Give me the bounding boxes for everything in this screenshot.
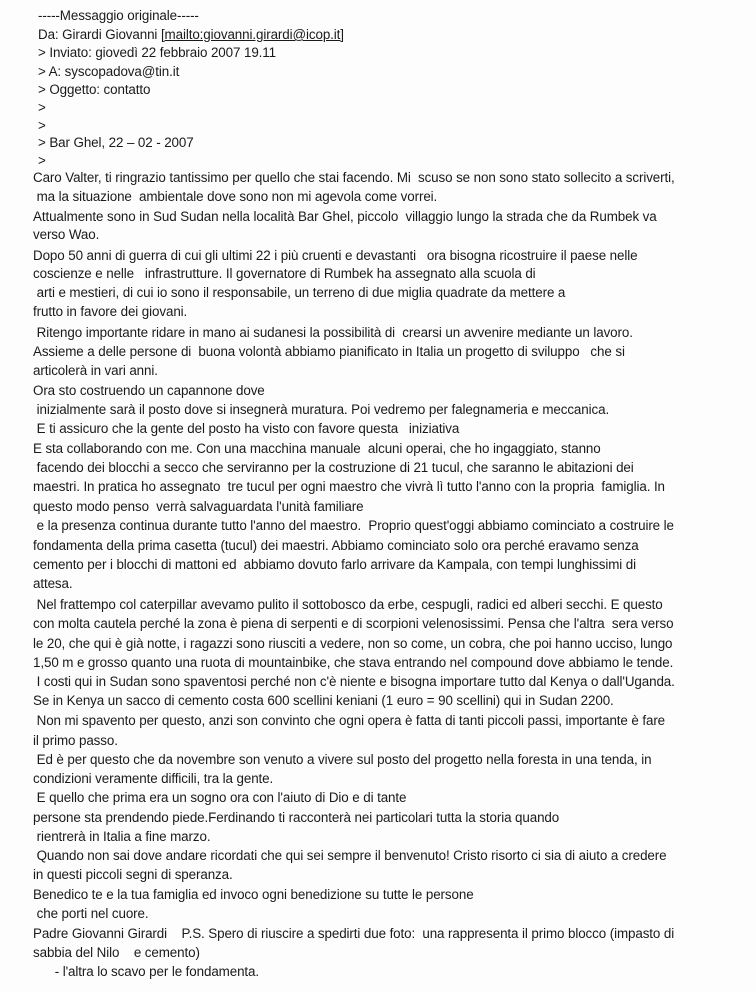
body-line: coscienze e nelle infrastrutture. Il governatore di Rumbek ha assegnato alla scuola di <box>33 266 536 281</box>
body-line: le 20, che qui è già notte, i ragazzi sono riusciti a vedere, non so come, un cobra, che poi hanno ucciso, lungo <box>33 636 673 651</box>
body-line: articolerà in vari anni. <box>33 363 158 378</box>
mailto-link[interactable]: [mailto:giovanni.girardi@icop.it] <box>160 27 344 42</box>
body-line: Ed è per questo che da novembre son venuto a vivere sul posto del progetto nella foresta in una tenda, in <box>33 752 652 767</box>
body-line: attesa. <box>33 576 73 591</box>
body-line: fondamenta della prima casetta (tucul) dei maestri. Abbiamo cominciato solo ora perché eravamo senza <box>33 538 639 553</box>
dateline: > Bar Ghel, 22 – 02 - 2007 <box>38 135 194 150</box>
body-line: E quello che prima era un sogno ora con l'aiuto di Dio e di tante <box>33 790 407 805</box>
body-line: Quando non sai dove andare ricordati che qui sei sempre il benvenuto! Cristo risorto ci sia di aiuto a credere <box>33 848 667 863</box>
subject-line: > Oggetto: contatto <box>38 82 151 97</box>
body-line: E sta collaborando con me. Con una macchina manuale alcuni operai, che ho ingaggiato, stanno <box>33 441 601 456</box>
body-line: frutto in favore dei giovani. <box>33 304 188 319</box>
body-line: verso Wao. <box>33 227 100 242</box>
body-line: Nel frattempo col caterpillar avevamo pulito il sottobosco da erbe, cespugli, radici ed alberi secchi. E questo <box>33 597 663 612</box>
body-line: Ora sto costruendo un capannone dove <box>33 383 265 398</box>
body-line: in questi piccoli segni di speranza. <box>33 867 233 882</box>
body-line: inizialmente sarà il posto dove si insegnerà muratura. Poi vedremo per falegnameria e meccanica. <box>33 402 610 417</box>
body-line: questo modo penso verrà salvaguardata l'unità familiare <box>33 499 364 514</box>
body-line: ma la situazione ambientale dove sono non mi agevola come vorrei. <box>33 189 438 204</box>
body-line: 1,50 m e grosso quanto una ruota di mountainbike, che stava entrando nel compound dove abbiamo le tende. <box>33 655 674 670</box>
body-line: Ritengo importante ridare in mano ai sudanesi la possibilità di crearsi un avvenire mediante un lavoro. <box>33 325 633 340</box>
body-line: rientrerà in Italia a fine marzo. <box>33 829 211 844</box>
body-line: sabbia del Nilo e cemento) <box>33 945 200 960</box>
body-line: Dopo 50 anni di guerra di cui gli ultimi 22 i più cruenti e devastanti ora bisogna ricostruire il paese nelle <box>33 248 638 263</box>
body-line: condizioni veramente difficili, tra la gente. <box>33 771 274 786</box>
body-line: arti e mestieri, di cui io sono il responsabile, un terreno di due miglia quadrate da mettere a <box>33 285 566 300</box>
body-line: Benedico te e la tua famiglia ed invoco ogni benedizione su tutte le persone <box>33 887 474 902</box>
body-line: I costi qui in Sudan sono spaventosi perché non c'è niente e bisogna importare tutto dal Kenya o dall'Uganda. <box>33 674 675 689</box>
body-line: con molta cautela perché la zona è piena di serpenti e di scorpioni velenosissimi. Pensa che l'altra sera verso <box>33 616 674 631</box>
body-line: il primo passo. <box>33 733 118 748</box>
signature-line: Padre Giovanni Girardi P.S. Spero di riuscire a spedirti due foto: una rappresenta il primo blocco (impasto di <box>33 926 675 941</box>
quote-marker: > <box>38 153 46 168</box>
body-line: maestri. In pratica ho assegnato tre tucul per ogni maestro che vivrà lì tutto l'anno con la propria famiglia. In <box>33 479 665 494</box>
from-line <box>38 27 344 43</box>
body-line: Non mi spavento per questo, anzi son convinto che ogni opera è fatta di tanti piccoli passi, importante è fare <box>33 713 666 728</box>
body-line: cemento per i blocchi di mattoni ed abbiamo dovuto farlo arrivare da Kampala, con tempi lunghissimi di <box>33 557 637 572</box>
body-line: Caro Valter, ti ringrazio tantissimo per quello che stai facendo. Mi scuso se non sono stato sollecito a scriverti, <box>33 170 675 185</box>
message-header-title: -----Messaggio originale----- <box>38 8 199 23</box>
body-line: persone sta prendendo piede.Ferdinando ti racconterà nei particolari tutta la storia quando <box>33 810 560 825</box>
body-line: e la presenza continua durante tutto l'anno del maestro. Proprio quest'oggi abbiamo cominciato a costruire le <box>33 518 674 533</box>
body-line: facendo dei blocchi a secco che serviranno per la costruzione di 21 tucul, che saranno le abitazioni dei <box>33 460 634 475</box>
sent-line: > Inviato: giovedì 22 febbraio 2007 19.11 <box>38 45 276 60</box>
to-line: > A: syscopadova@tin.it <box>38 64 180 79</box>
body-line: Se in Kenya un sacco di cemento costa 600 scellini keniani (1 euro = 90 scellini) qui in Sudan 2200. <box>33 693 614 708</box>
body-line: E ti assicuro che la gente del posto ha visto con favore questa iniziativa <box>33 421 460 436</box>
body-line: che porti nel cuore. <box>33 906 149 921</box>
quote-marker: > <box>38 118 46 133</box>
body-line: Attualmente sono in Sud Sudan nella località Bar Ghel, piccolo villaggio lungo la strada che da Rumbek va <box>33 209 657 224</box>
quote-marker: > <box>38 100 46 115</box>
body-line: - l'altra lo scavo per le fondamenta. <box>33 964 260 979</box>
body-line: Assieme a delle persone di buona volontà abbiamo pianificato in Italia un progetto di sviluppo che si <box>33 344 625 359</box>
from-name: Da: Girardi Giovanni <box>38 27 161 42</box>
